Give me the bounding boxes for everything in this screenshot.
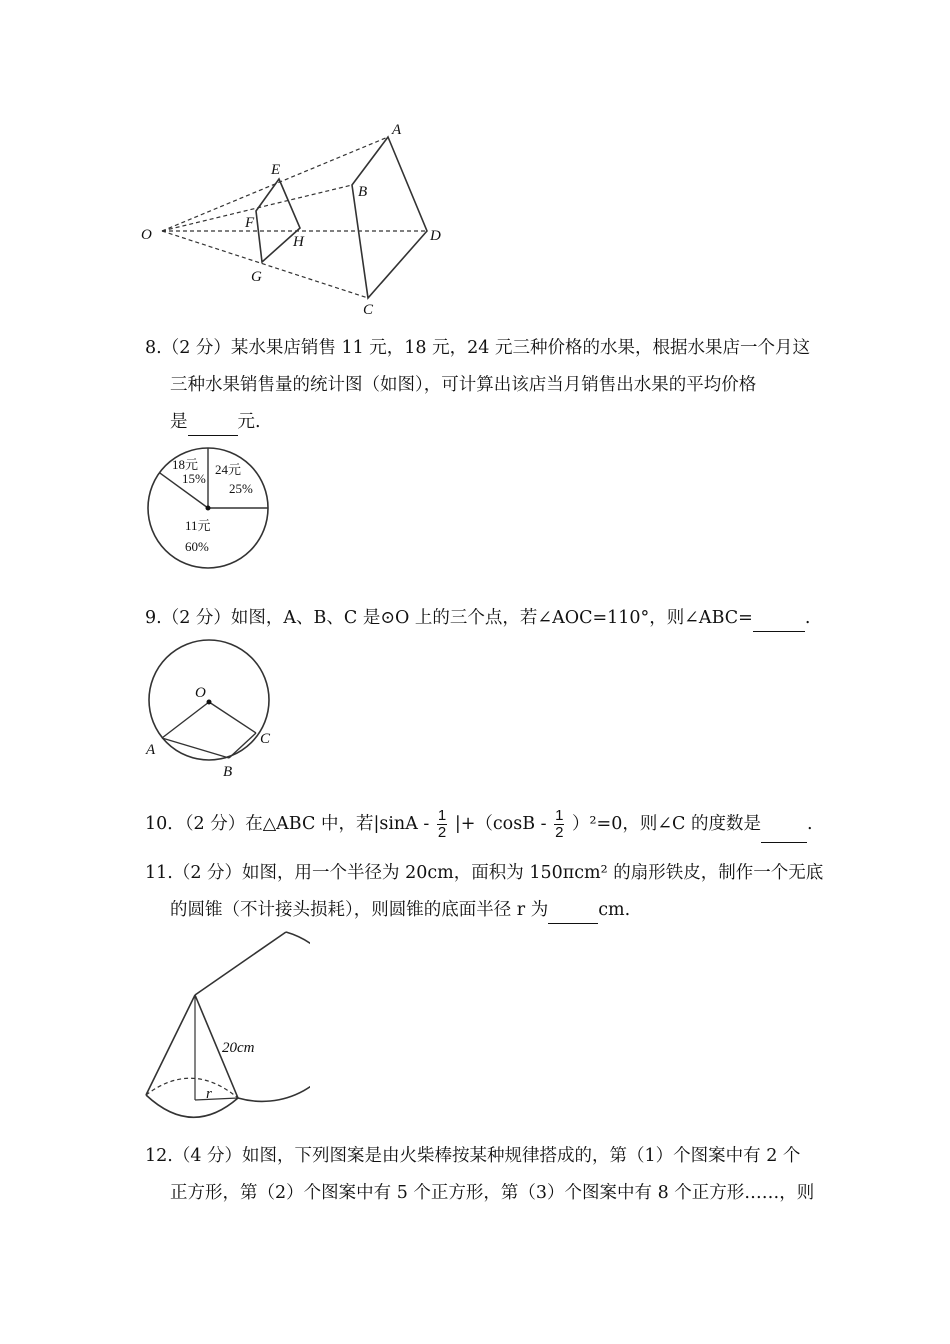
pie-center <box>206 506 211 511</box>
quad-abcd <box>352 137 427 298</box>
q10-frac1-num: 1 <box>437 807 447 824</box>
segment-bc <box>229 733 256 758</box>
label-d: D <box>430 228 441 244</box>
q9-text <box>145 605 810 632</box>
q8-line2: 三种水果销售量的统计图（如图），可计算出该店当月销售出水果的平均价格 <box>170 375 757 395</box>
q8-line1: 8.（2 分）某水果店销售 11 元，18 元，24 元三种价格的水果，根据水果店一个月这 <box>145 338 810 358</box>
label-c: C <box>260 731 271 747</box>
slice-label-11: 11元 <box>185 518 211 533</box>
segment-oc <box>209 702 256 733</box>
cone-left-edge <box>146 995 195 1095</box>
label-a: A <box>392 122 402 138</box>
q8-line3-suffix: 元. <box>237 412 261 432</box>
slice-pct-11: 60% <box>185 539 209 554</box>
q10-frac2-den: 2 <box>555 824 564 841</box>
q9-text-suffix: . <box>804 608 811 628</box>
label-o: O <box>141 227 152 243</box>
q10-part3: ）²=0，则∠C 的度数是 <box>572 814 761 834</box>
q10-part2: |+（cosB - <box>454 814 547 834</box>
q10-fraction-1 <box>437 808 447 841</box>
base-back-arc <box>146 1078 238 1098</box>
q8-line3-prefix: 是 <box>170 412 188 432</box>
label-r: r <box>206 1086 212 1102</box>
slice-pct-18: 15% <box>182 471 206 486</box>
q11-line2-suffix: cm. <box>598 900 631 920</box>
pie-chart <box>140 445 280 575</box>
label-f: F <box>245 215 255 231</box>
q11-line1: 11.（2 分）如图，用一个半径为 20cm，面积为 150πcm² 的扇形铁皮，制作一个无底 <box>145 863 824 883</box>
q9-text-prefix: 9.（2 分）如图，A、B、C 是⊙O 上的三个点，若∠AOC=110°，则∠ABC= <box>145 608 753 628</box>
q10-part1: 10．（2 分）在△ABC 中，若|sinA - <box>145 814 430 834</box>
q10-frac1-den: 2 <box>437 824 447 841</box>
q8-line3 <box>170 409 261 436</box>
cone-sector-figure <box>140 925 310 1125</box>
label-20cm: 20cm <box>222 1040 255 1056</box>
q12-line1: 12.（4 分）如图，下列图案是由火柴棒按某种规律搭成的，第（1）个图案中有 2 个 <box>145 1146 801 1166</box>
sector-radius-top <box>195 932 286 995</box>
circle-figure <box>140 635 280 780</box>
q9-answer-blank <box>753 605 805 632</box>
q11-answer-blank <box>548 897 598 924</box>
center-dot <box>207 700 212 705</box>
slice-label-18: 18元 <box>172 457 199 472</box>
q10-frac2-num: 1 <box>555 807 564 824</box>
q11-line2-prefix: 的圆锥（不计接头损耗），则圆锥的底面半径 r 为 <box>170 900 549 920</box>
label-h: H <box>293 234 304 250</box>
segment-oa <box>162 702 209 738</box>
q8-answer-blank <box>188 409 238 436</box>
ray-oc <box>162 231 368 298</box>
label-a: A <box>146 742 156 758</box>
slice-label-24: 24元 <box>215 462 242 477</box>
base-radius <box>195 1098 238 1100</box>
homothety-figure <box>135 115 455 325</box>
q12-line2: 正方形，第（2）个图案中有 5 个正方形，第（3）个图案中有 8 个正方形……，则 <box>170 1183 815 1203</box>
q10-answer-blank <box>761 806 807 843</box>
q11-line2 <box>170 897 630 924</box>
label-b: B <box>223 764 233 780</box>
q10-part4: . <box>806 814 813 834</box>
q10-text <box>145 806 813 843</box>
label-e: E <box>271 162 281 178</box>
slice-pct-24: 25% <box>229 481 253 496</box>
label-c: C <box>363 302 374 318</box>
label-o: O <box>195 685 206 701</box>
label-b: B <box>358 184 368 200</box>
label-g: G <box>251 269 262 285</box>
q10-fraction-2 <box>554 808 564 841</box>
